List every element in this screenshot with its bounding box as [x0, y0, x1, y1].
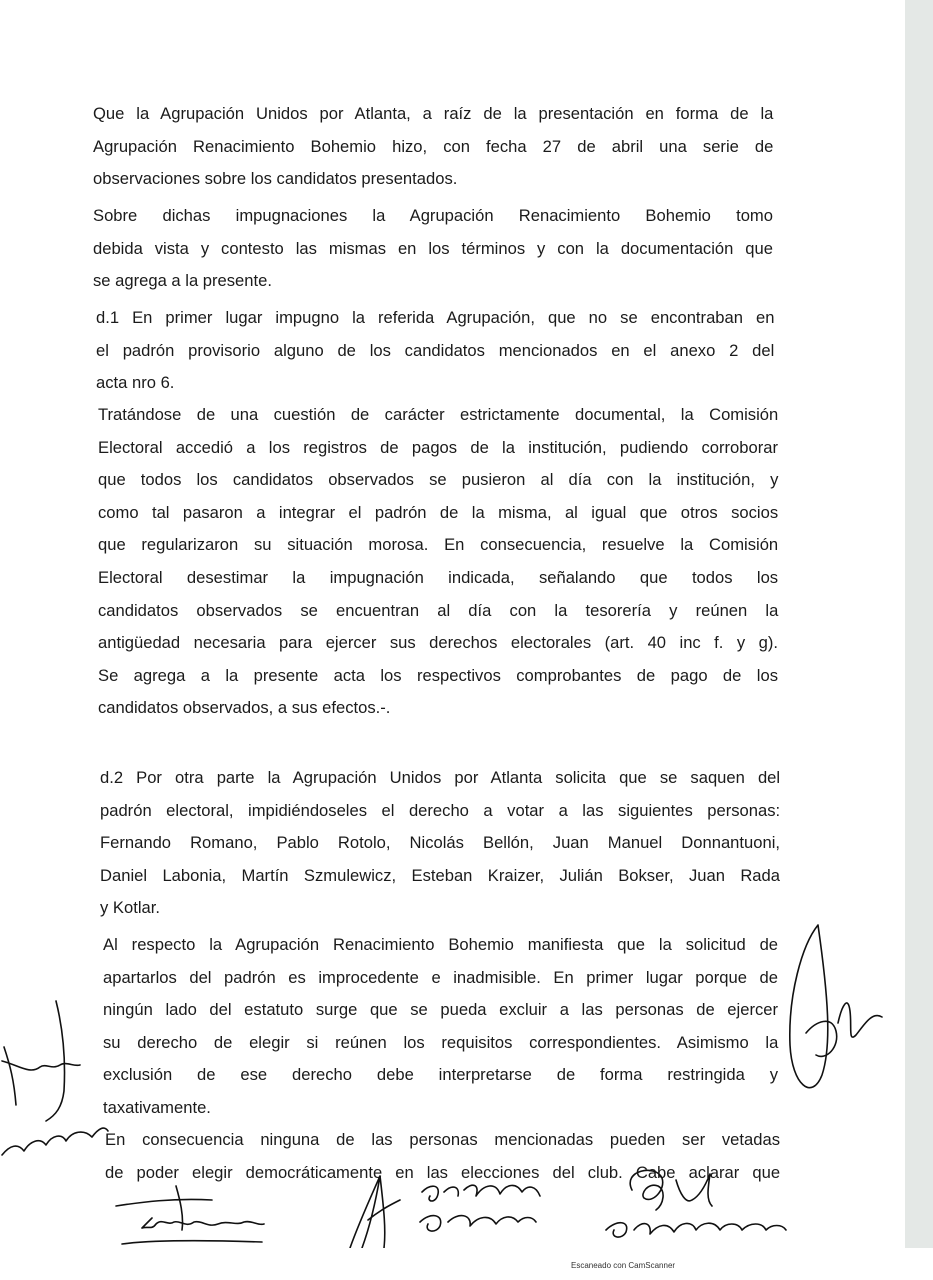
text-line: Que la Agrupación Unidos por Atlanta, a raíz de la presentación en forma de la [93, 104, 774, 123]
text-line: ningún lado del estatuto surge que se pueda excluir a las personas de ejercer [103, 1000, 779, 1020]
text-line: debida vista y contesto las mismas en los términos y con la documentación que [93, 238, 773, 258]
text-line: de poder elegir democráticamente en las elecciones del club. Cabe aclarar que [105, 1162, 781, 1182]
text-line: d.2 Por otra parte la Agrupación Unidos por Atlanta solicita que se saquen del [100, 768, 781, 787]
text-line: candidatos observados, a sus efectos.-. [98, 698, 391, 718]
scan-edge-right [905, 0, 933, 1280]
text-line: taxativamente. [103, 1097, 211, 1117]
text-line: Daniel Labonia, Martín Szmulewicz, Esteban Kraizer, Julián Bokser, Juan Rada [100, 865, 780, 885]
text-line: En consecuencia ninguna de las personas mencionadas pueden ser vetadas [105, 1130, 780, 1149]
text-line: Electoral accedió a los registros de pagos de la institución, pudiendo corroborar [98, 437, 778, 457]
text-line: candidatos observados se encuentran al día con la tesorería y reúnen la [98, 600, 779, 620]
scan-edge-bottom [0, 1248, 933, 1280]
text-line: Fernando Romano, Pablo Rotolo, Nicolás Bellón, Juan Manuel Donnantuoni, [100, 833, 780, 853]
text-line: Se agrega a la presente acta los respectivos comprobantes de pago de los [98, 665, 778, 685]
paragraph-observaciones [93, 98, 773, 196]
signature-right-margin [772, 915, 892, 1105]
text-line: Sobre dichas impugnaciones la Agrupación Renacimiento Bohemio tomo [93, 206, 773, 225]
text-line: Tratándose de una cuestión de carácter estrictamente documental, la Comisión [98, 405, 779, 424]
text-line: como tal pasaron a integrar el padrón de la misma, al igual que otros socios [98, 502, 779, 522]
text-line: antigüedad necesaria para ejercer sus derechos electorales (art. 40 inc f. y g). [98, 633, 778, 653]
text-line: observaciones sobre los candidatos presentados. [93, 169, 458, 189]
signature-left-margin [0, 995, 110, 1165]
text-line: que regularizaron su situación morosa. En consecuencia, resuelve la Comisión [98, 535, 779, 555]
text-line: acta nro 6. [96, 373, 175, 393]
paragraph-d2 [100, 762, 780, 925]
text-line: apartarlos del padrón es improcedente e inadmisible. En primer lugar porque de [103, 967, 778, 987]
text-line: el padrón provisorio alguno de los candidatos mencionados en el anexo 2 del [96, 340, 775, 360]
text-line: exclusión de ese derecho debe interpretarse de forma restringida y [103, 1065, 778, 1085]
signature-bottom-3 [596, 1160, 796, 1248]
paragraph-comision-electoral [98, 399, 778, 725]
paragraph-respuesta [103, 929, 778, 1125]
signature-bottom-1 [112, 1180, 272, 1248]
text-line: su derecho de elegir si reúnen los requisitos correspondientes. Asimismo la [103, 1032, 779, 1052]
text-line: Al respecto la Agrupación Renacimiento Bohemio manifiesta que la solicitud de [103, 935, 779, 954]
text-line: se agrega a la presente. [93, 271, 272, 291]
paragraph-d1 [96, 302, 774, 400]
paragraph-impugnaciones [93, 200, 773, 298]
text-line: Agrupación Renacimiento Bohemio hizo, con fecha 27 de abril una serie de [93, 136, 774, 156]
text-line: d.1 En primer lugar impugno la referida Agrupación, que no se encontraban en [96, 308, 775, 327]
text-line: y Kotlar. [100, 898, 160, 918]
signature-bottom-2 [340, 1170, 560, 1248]
scanner-watermark: Escaneado con CamScanner [571, 1261, 676, 1270]
text-line: que todos los candidatos observados se pusieron al día con la institución, y [98, 470, 779, 490]
text-line: Electoral desestimar la impugnación indicada, señalando que todos los [98, 567, 779, 587]
text-line: padrón electoral, impidiéndoseles el derecho a votar a las siguientes personas: [100, 800, 781, 820]
